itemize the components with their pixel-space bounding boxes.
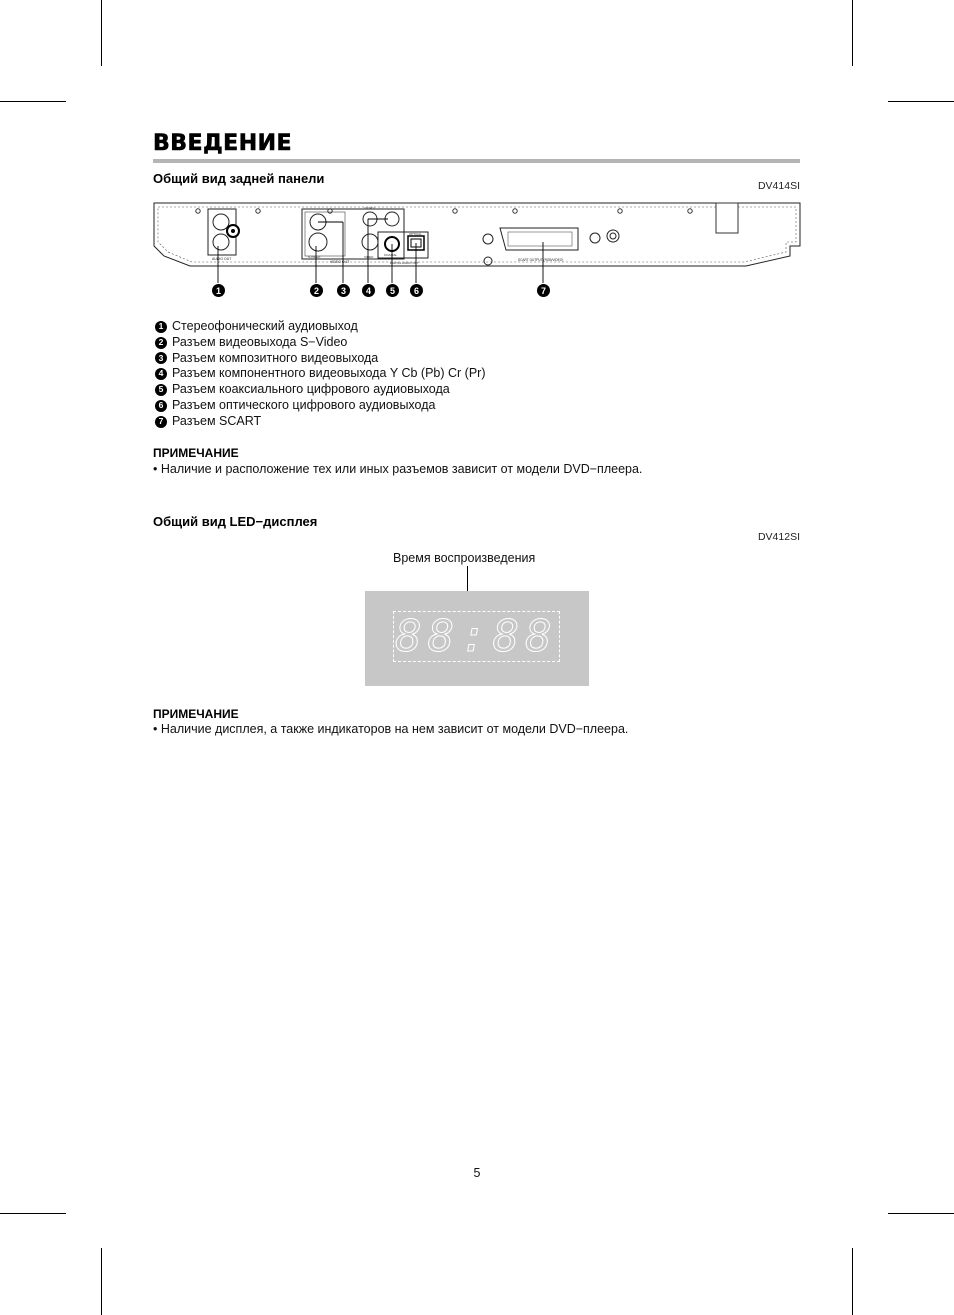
callout-7: 7 <box>537 284 550 297</box>
legend-number: 7 <box>155 416 167 428</box>
legend-text: Разъем оптического цифрового аудиовыхода <box>172 397 436 412</box>
legend-number: 4 <box>155 368 167 380</box>
legend-text: Разъем компонентного видеовыхода Y Cb (Pb) Cr (Pr) <box>172 366 486 381</box>
legend-item <box>155 319 486 335</box>
crop-mark <box>0 1213 66 1214</box>
legend-number: 2 <box>155 337 167 349</box>
page-number: 5 <box>473 1166 481 1180</box>
panel-label-coaxial: COAXIAL <box>384 253 398 257</box>
rear-panel-model: DV414SI <box>757 180 800 192</box>
legend-text: Разъем SCART <box>172 413 262 428</box>
note-text: • Наличие дисплея, а также индикаторов на нем зависит от модели DVD−плеера. <box>153 722 629 736</box>
note-heading: ПРИМЕЧАНИЕ <box>153 707 239 721</box>
panel-label-video: VIDEO <box>364 255 374 259</box>
panel-label-s-video: S-VIDEO <box>308 255 321 259</box>
crop-mark <box>101 0 102 66</box>
legend-item <box>155 335 486 351</box>
callout-4: 4 <box>362 284 375 297</box>
led-model: DV412SI <box>757 531 800 543</box>
rear-panel-heading: Общий вид задней панели <box>153 171 325 186</box>
led-label: Время воспроизведения <box>393 551 536 565</box>
legend-text: Разъем коаксиального цифрового аудиовыхода <box>172 382 450 397</box>
connector-legend <box>155 319 486 430</box>
legend-item <box>155 382 486 398</box>
legend-text: Стереофонический аудиовыход <box>172 319 358 333</box>
panel-label-scart: SCART OUTPUT (RGB/VIDEO) <box>518 258 564 262</box>
led-digits: 88:88 <box>395 611 558 662</box>
legend-number: 3 <box>155 352 167 364</box>
panel-label-audio-out: AUDIO OUT <box>212 257 232 261</box>
panel-label-digital-audio-out: DIGITAL AUDIO OUT <box>390 261 419 265</box>
note-heading: ПРИМЕЧАНИЕ <box>153 446 239 460</box>
crop-mark <box>0 101 66 102</box>
legend-number: 1 <box>155 321 167 333</box>
title-rule <box>153 159 800 163</box>
legend-number: 6 <box>155 400 167 412</box>
legend-item <box>155 398 486 414</box>
legend-item <box>155 351 486 367</box>
crop-mark <box>888 1213 954 1214</box>
callout-1: 1 <box>212 284 225 297</box>
legend-item <box>155 414 486 430</box>
callout-3: 3 <box>337 284 350 297</box>
page-title: ВВЕДЕНИЕ <box>153 131 293 156</box>
callout-6: 6 <box>410 284 423 297</box>
legend-text: Разъем композитного видеовыхода <box>172 350 379 365</box>
callout-2: 2 <box>310 284 323 297</box>
note-text: • Наличие и расположение тех или иных разъемов зависит от модели DVD−плеера. <box>153 462 643 476</box>
crop-mark <box>888 101 954 102</box>
panel-label-ycbcr: Y/Cb/Cr <box>364 206 375 210</box>
panel-label-optical: OPTICAL <box>409 232 422 236</box>
rear-panel-diagram <box>150 198 806 306</box>
legend-text: Разъем видеовыхода S−Video <box>172 334 348 349</box>
legend-item <box>155 366 486 382</box>
legend-number: 5 <box>155 384 167 396</box>
callout-5: 5 <box>386 284 399 297</box>
panel-label-video-out: VIDEO OUT <box>330 260 350 264</box>
led-heading: Общий вид LED−дисплея <box>153 514 318 529</box>
crop-mark <box>852 0 853 66</box>
crop-mark <box>852 1248 853 1315</box>
crop-mark <box>101 1248 102 1315</box>
